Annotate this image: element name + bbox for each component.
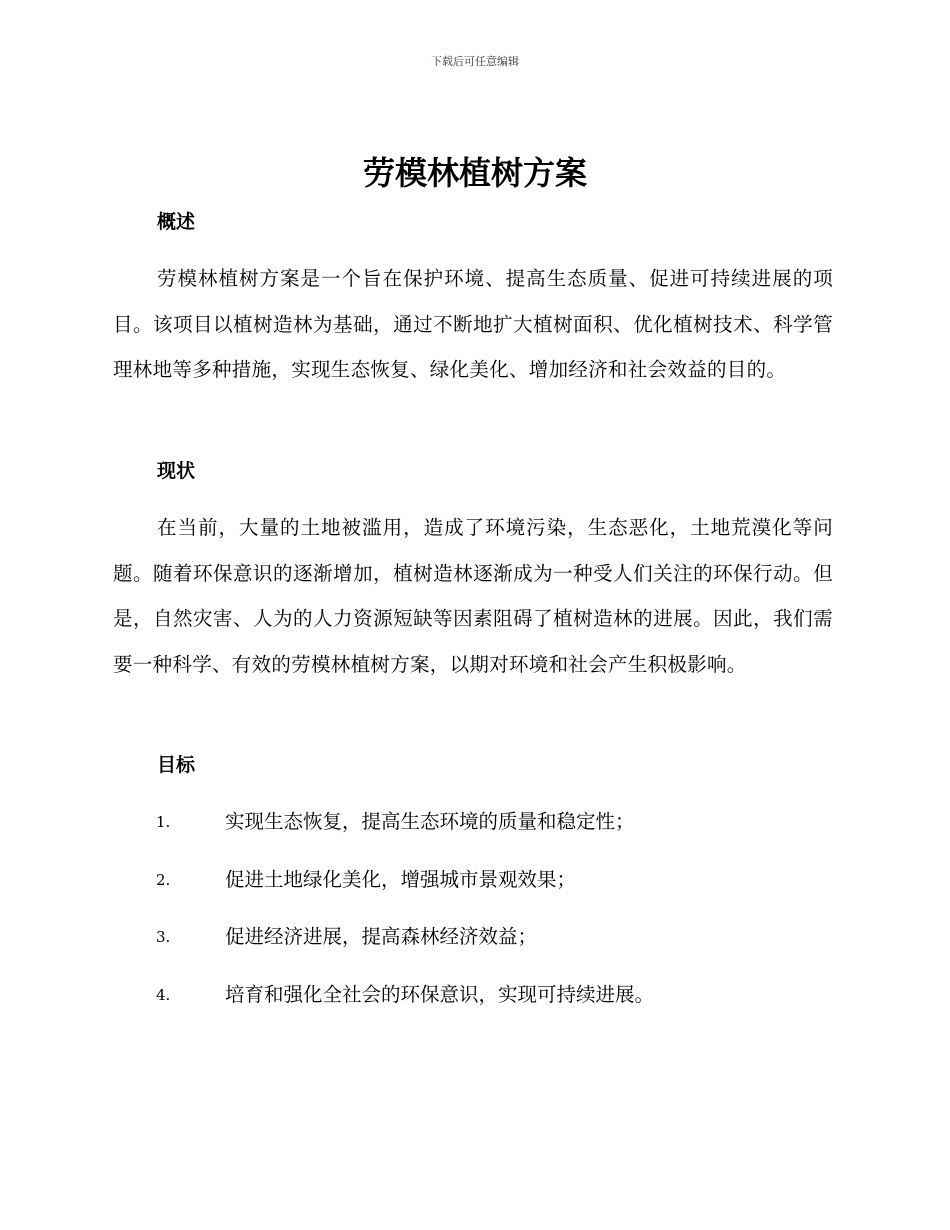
goal-list-item bbox=[0, 981, 900, 1009]
goal-number: 3. bbox=[156, 928, 171, 946]
section-body-overview: 劳模林植树方案是一个旨在保护环境、提高生态质量、促进可持续进展的项目。该项目以植树造林为基础，通过不断地扩大植树面积、优化植树技术、科学管理林地等多种措施，实现生态恢复、绿化美化、增加经济和社会效益的目的。 bbox=[113, 267, 833, 381]
goal-list-item bbox=[0, 866, 900, 894]
goal-number: 1. bbox=[156, 813, 171, 831]
section-body-status: 在当前，大量的土地被滥用，造成了环境污染，生态恶化，土地荒漠化等问题。随着环保意识的逐渐增加，植树造林逐渐成为一种受人们关注的环保行动。但是，自然灾害、人为的人力资源短缺等因素阻碍了植树造林的进展。因此，我们需要一种科学、有效的劳模林植树方案，以期对环境和社会产生积极影响。 bbox=[113, 516, 833, 676]
goal-text: 促进经济进展，提高森林经济效益； bbox=[225, 925, 538, 948]
document-title: 劳模林植树方案 bbox=[362, 154, 587, 192]
goal-text: 培育和强化全社会的环保意识，实现可持续进展。 bbox=[225, 983, 655, 1006]
goal-number: 2. bbox=[156, 871, 171, 889]
goal-text: 促进土地绿化美化，增强城市景观效果； bbox=[225, 868, 577, 891]
goal-list-item bbox=[0, 923, 900, 951]
section-heading-goals: 目标 bbox=[157, 754, 196, 776]
goal-text: 实现生态恢复，提高生态环境的质量和稳定性； bbox=[225, 810, 635, 833]
goal-number: 4. bbox=[156, 986, 171, 1004]
section-heading-status: 现状 bbox=[157, 460, 196, 482]
page-header-note: 下载后可任意编辑 bbox=[431, 55, 519, 68]
section-heading-overview: 概述 bbox=[157, 211, 196, 233]
goal-list-item bbox=[0, 808, 900, 836]
